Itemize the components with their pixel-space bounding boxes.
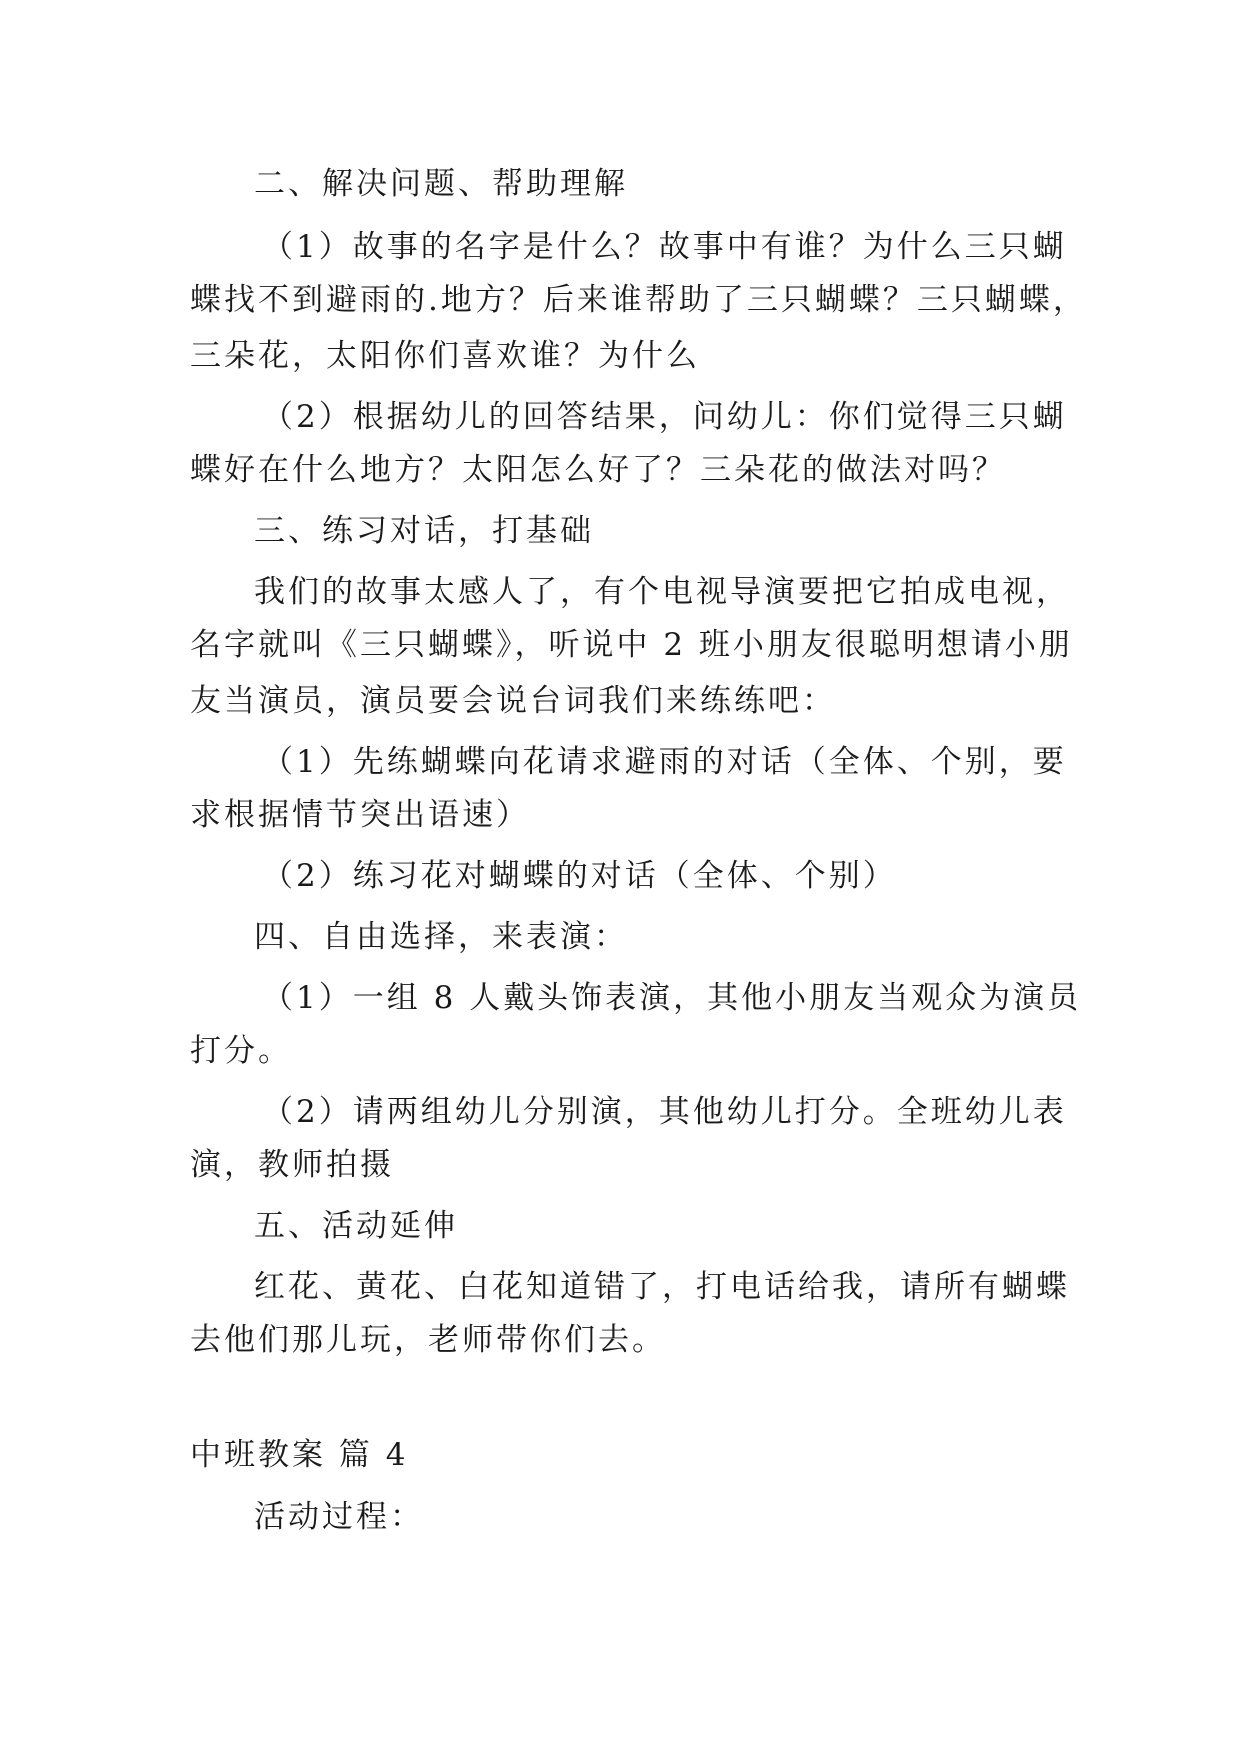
paragraph-line: （1）先练蝴蝶向花请求避雨的对话（全体、个别，要 — [262, 744, 1067, 780]
paragraph-line: 蝶好在什么地方？太阳怎么好了？三朵花的做法对吗？ — [190, 452, 1006, 488]
paragraph-line: 求根据情节突出语速） — [190, 797, 530, 833]
paragraph-line: 去他们那儿玩，老师带你们去。 — [190, 1322, 666, 1358]
section-heading: 二、解决问题、帮助理解 — [254, 166, 628, 202]
paragraph-line: 三朵花，太阳你们喜欢谁？为什么 — [190, 338, 700, 374]
paragraph-line: 友当演员，演员要会说台词我们来练练吧： — [190, 683, 836, 719]
paragraph-line: 我们的故事太感人了，有个电视导演要把它拍成电视， — [254, 574, 1070, 610]
section-heading: 活动过程： — [254, 1499, 424, 1535]
paragraph-line: （2）请两组幼儿分别演，其他幼儿打分。全班幼儿表 — [262, 1094, 1067, 1130]
paragraph-line: 名字就叫《三只蝴蝶》，听说中 2 班小朋友很聪明想请小朋 — [190, 627, 1073, 663]
paragraph-line: （1）故事的名字是什么？故事中有谁？为什么三只蝴 — [262, 229, 1067, 265]
section-heading: 四、自由选择，来表演： — [254, 919, 628, 955]
paragraph-line: 演，教师拍摄 — [190, 1147, 394, 1183]
paragraph-line: （1）一组 8 人戴头饰表演，其他小朋友当观众为演员 — [262, 980, 1082, 1016]
document-section-title: 中班教案 篇 4 — [190, 1437, 409, 1473]
paragraph-line: （2）练习花对蝴蝶的对话（全体、个别） — [262, 858, 897, 894]
paragraph-line: （2）根据幼儿的回答结果，问幼儿：你们觉得三只蝴 — [262, 399, 1067, 435]
paragraph-line: 红花、黄花、白花知道错了，打电话给我，请所有蝴蝶 — [254, 1269, 1070, 1305]
paragraph-line: 打分。 — [190, 1033, 292, 1069]
paragraph-line: 蝶找不到避雨的.地方？后来谁帮助了三只蝴蝶？三只蝴蝶， — [190, 282, 1087, 318]
section-heading: 三、练习对话，打基础 — [254, 513, 594, 549]
section-heading: 五、活动延伸 — [254, 1208, 458, 1244]
